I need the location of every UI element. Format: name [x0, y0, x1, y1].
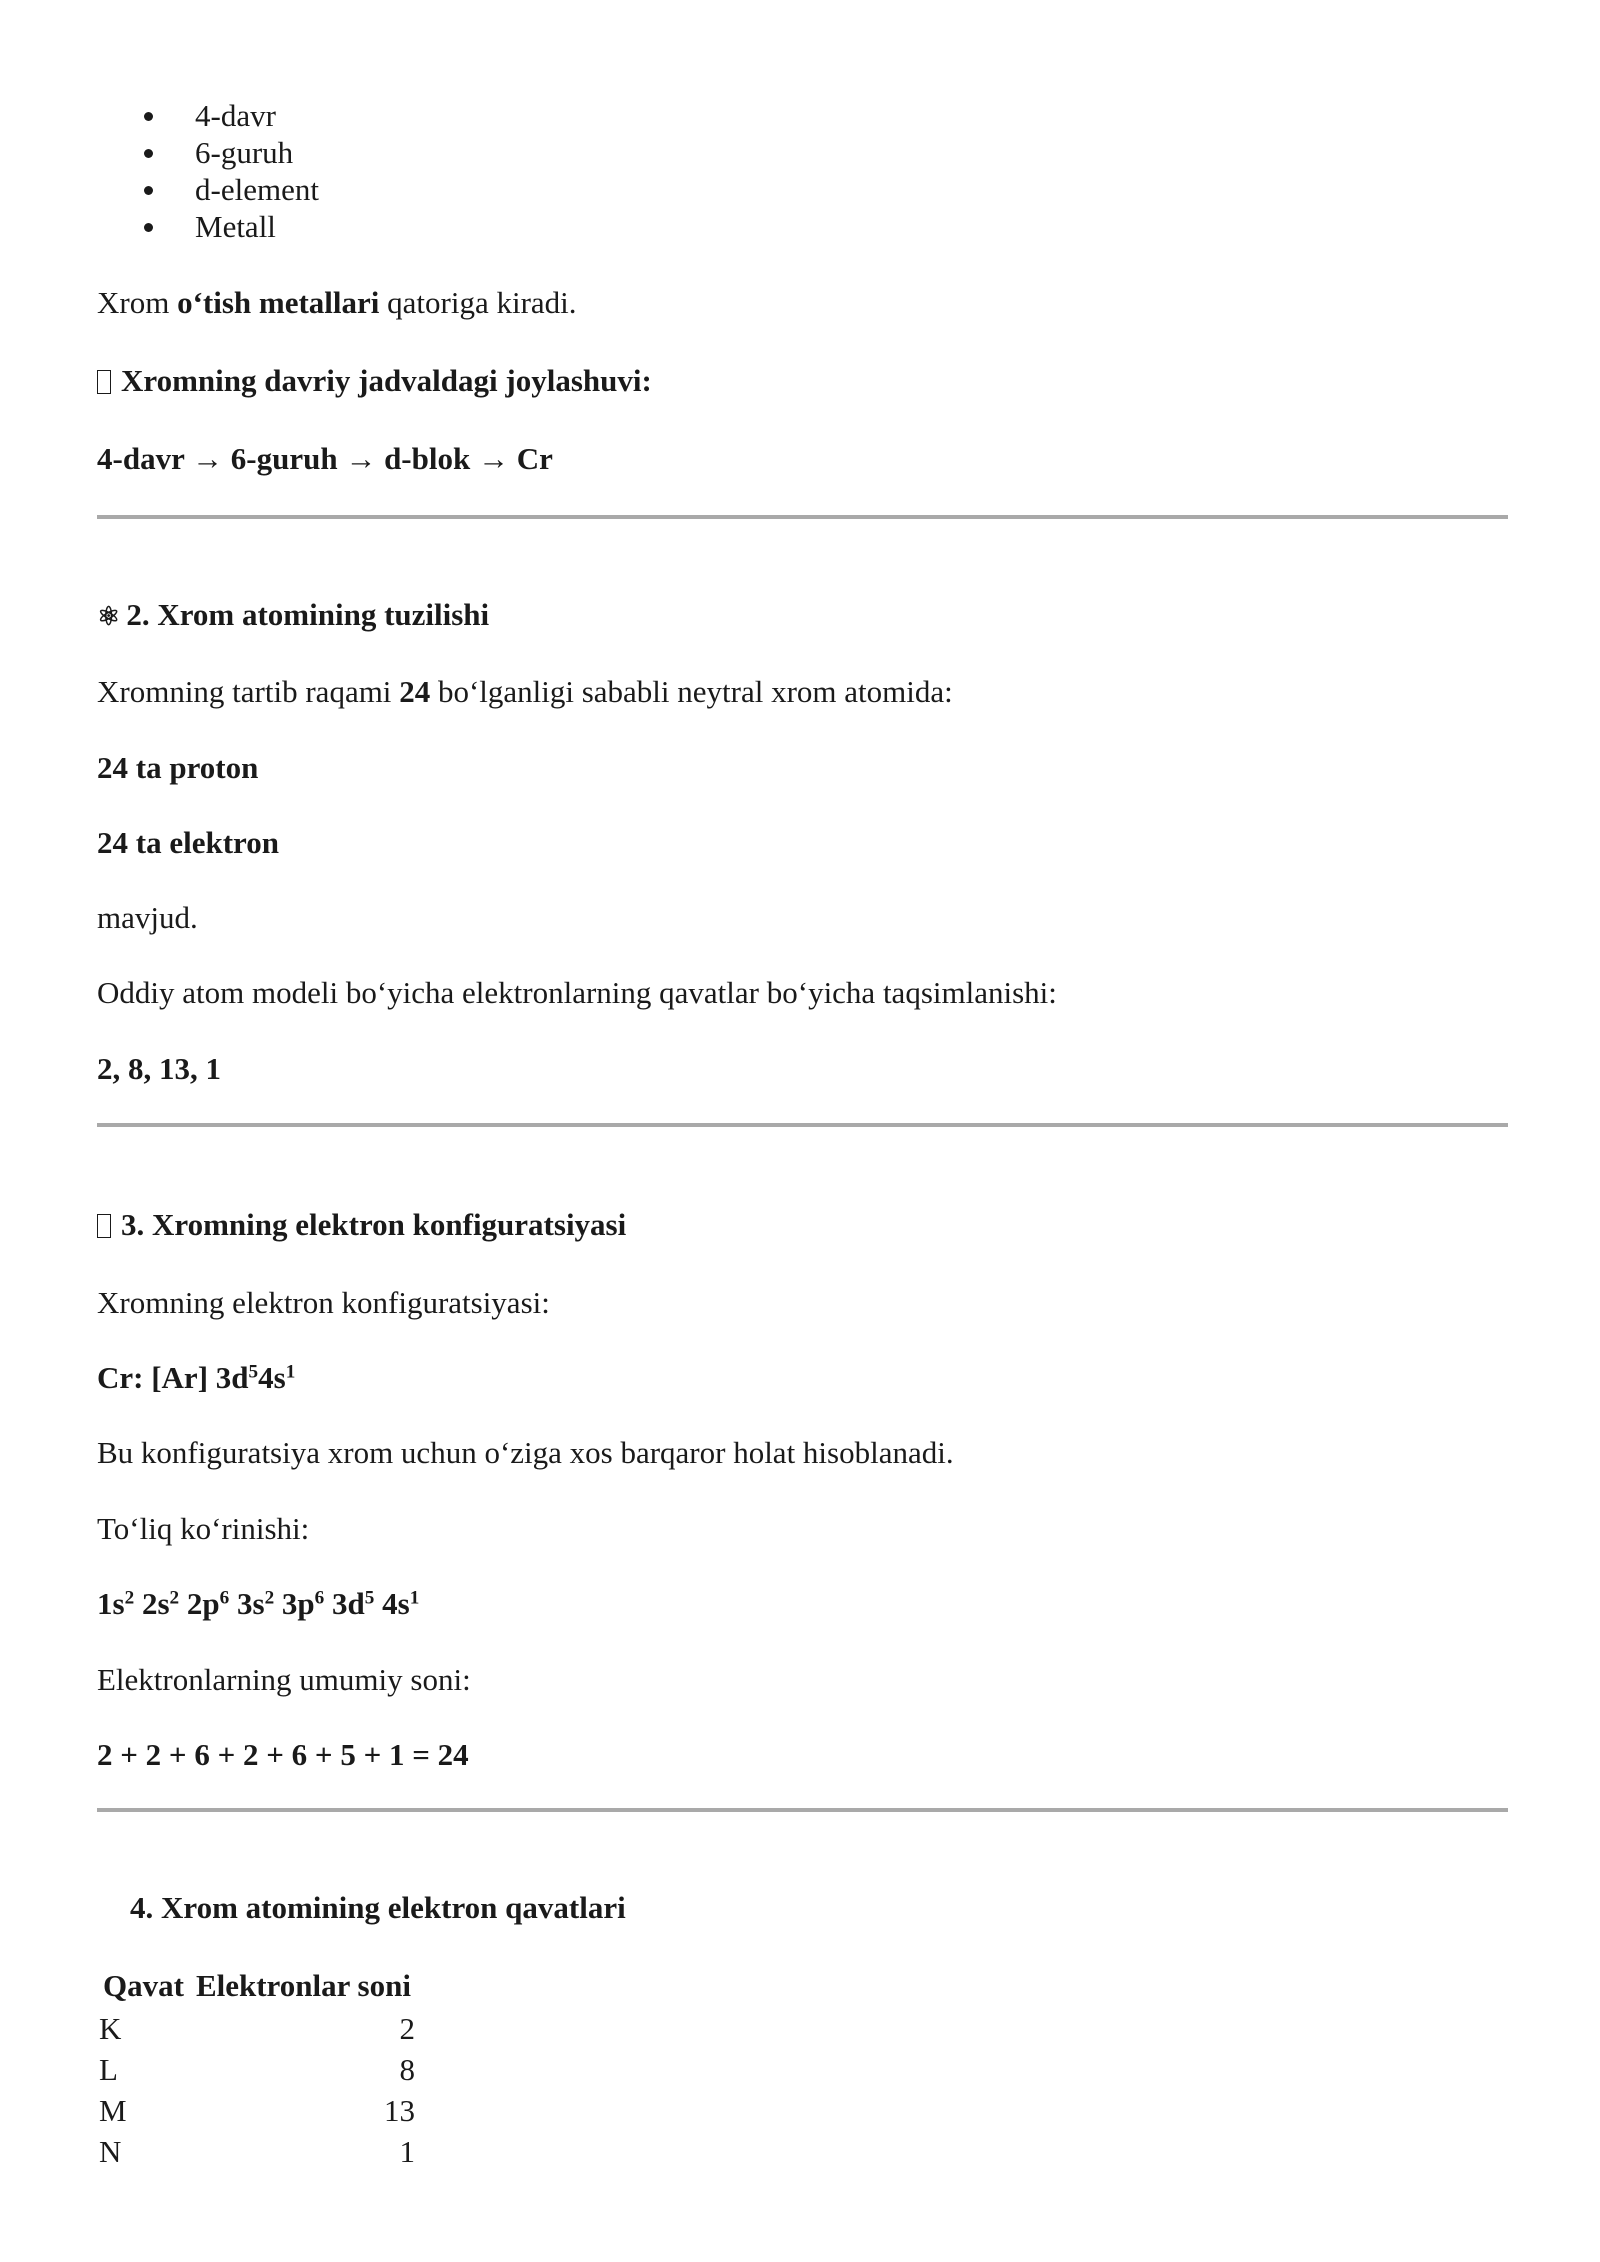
horizontal-divider: [97, 1808, 1508, 1812]
count-cell: 8: [399, 2051, 415, 2087]
bullet-icon: [144, 149, 153, 158]
list-item: Metall: [140, 208, 319, 245]
position-chain: 4-davr → 6-guruh → d-blok → Cr: [97, 441, 553, 476]
list-item: 6-guruh: [140, 134, 319, 171]
layer-cell: K: [99, 2010, 122, 2046]
element-properties-list: [140, 97, 319, 245]
bullet-icon: [144, 223, 153, 232]
bullet-icon: [144, 186, 153, 195]
layer-cell: N: [99, 2133, 122, 2169]
position-heading: Xromning davriy jadvaldagi joylashuvi:: [97, 362, 652, 399]
proton-count: 24 ta proton: [97, 750, 259, 785]
horizontal-divider: [97, 1123, 1508, 1127]
table-row: [97, 2090, 417, 2131]
column-header: Qavat: [103, 1968, 184, 2004]
horizontal-divider: [97, 515, 1508, 519]
table-row: [97, 2049, 417, 2090]
table-row: [97, 2008, 417, 2049]
table-row: [97, 2131, 417, 2172]
config-label: Xromning elektron konfiguratsiyasi:: [97, 1285, 550, 1320]
transition-metals-sentence: Xrom o‘tish metallari qatoriga kiradi.: [97, 285, 577, 320]
count-cell: 1: [399, 2133, 415, 2169]
bullet-icon: [144, 112, 153, 121]
shell-distribution: 2, 8, 13, 1: [97, 1051, 221, 1086]
full-configuration: $1s^2$ $2s^2$ $2p^6$ $3s^2$ $3p^6$ $3d^5$ $4s^1$: [97, 1586, 420, 1621]
list-item: 4-davr: [140, 97, 319, 134]
layer-cell: M: [99, 2092, 127, 2128]
electron-layers-table: [97, 1964, 417, 2172]
column-header: Elektronlar soni: [195, 1968, 411, 2004]
table-header-row: [97, 1964, 417, 2008]
short-configuration: Cr: [Ar] $3d^54s^1$: [97, 1360, 296, 1395]
missing-glyph-icon: [97, 370, 111, 394]
count-cell: 2: [399, 2010, 415, 2046]
section2-heading: ⚛ 2. Xrom atomining tuzilishi: [97, 597, 490, 632]
section3-heading: 3. Xromning elektron konfiguratsiyasi: [97, 1206, 626, 1243]
missing-glyph-icon: [97, 1214, 111, 1238]
full-form-label: To‘liq ko‘rinishi:: [97, 1511, 310, 1546]
atomic-number-paragraph: Xromning tartib raqami 24 bo‘lganligi sababli neytral xrom atomida:: [97, 674, 953, 709]
layer-cell: L: [99, 2051, 118, 2087]
stable-state-text: Bu konfiguratsiya xrom uchun o‘ziga xos barqaror holat hisoblanadi.: [97, 1435, 954, 1470]
mavjud-text: mavjud.: [97, 900, 198, 935]
section4-heading: 4. Xrom atomining elektron qavatlari: [130, 1890, 626, 1925]
electron-total-label: Elektronlarning umumiy soni:: [97, 1662, 471, 1697]
list-item: d-element: [140, 171, 319, 208]
atom-icon: ⚛: [97, 602, 121, 631]
count-cell: 13: [383, 2092, 415, 2128]
atom-model-text: Oddiy atom modeli bo‘yicha elektronlarning qavatlar bo‘yicha taqsimlanishi:: [97, 975, 1057, 1010]
electron-total-sum: 2 + 2 + 6 + 2 + 6 + 5 + 1 = 24: [97, 1737, 469, 1772]
electron-count: 24 ta elektron: [97, 825, 279, 860]
